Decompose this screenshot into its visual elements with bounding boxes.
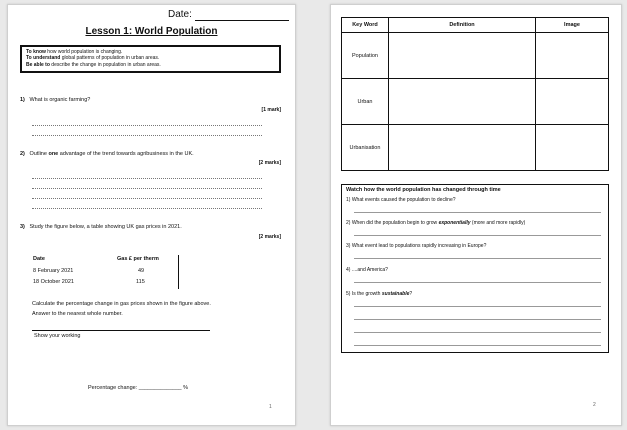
q2-marks: [2 marks] (258, 160, 281, 166)
answer-line[interactable] (32, 188, 262, 189)
video-question-3: 3) What event lead to populations rapidly increasing in Europe? (346, 243, 487, 249)
keyword-population: Population (342, 33, 389, 79)
working-line[interactable] (32, 330, 210, 331)
lesson-title: Lesson 1: World Population (85, 26, 218, 37)
video-questions-box (341, 184, 609, 353)
answer-line[interactable] (32, 208, 262, 209)
definition-cell[interactable] (389, 79, 536, 125)
page-number: 2 (593, 402, 596, 408)
header-image: Image (536, 18, 609, 33)
answer-line[interactable] (354, 212, 601, 213)
show-working-label: Show your working (34, 333, 81, 339)
date-label: Date: (168, 9, 192, 20)
gas-table-date-1: 8 February 2021 (33, 268, 74, 274)
video-question-2: 2) When did the population begin to grow exponentially (more and more rapidly) (346, 220, 526, 226)
calc-instruction: Calculate the percentage change in gas prices shown in the figure above. (32, 301, 211, 307)
answer-line[interactable] (354, 235, 601, 236)
answer-line[interactable] (32, 135, 262, 136)
gas-table-header-price: Gas £ per therm (117, 256, 159, 262)
gas-table-border (178, 255, 179, 289)
worksheet-page-2 (330, 4, 622, 426)
image-cell[interactable] (536, 79, 609, 125)
page-number: 1 (269, 404, 272, 410)
video-question-5: 5) Is the growth sustainable? (346, 291, 413, 297)
header-key-word: Key Word (342, 18, 389, 33)
video-questions-title: Watch how the world population has changed through time (346, 187, 501, 193)
date-line (195, 20, 289, 21)
answer-line[interactable] (354, 258, 601, 259)
percentage-change-answer[interactable]: Percentage change: ______________ % (88, 385, 189, 391)
image-cell[interactable] (536, 125, 609, 171)
video-question-4: 4) ....and America? (346, 267, 388, 273)
definition-cell[interactable] (389, 125, 536, 171)
key-word-table (341, 17, 609, 171)
answer-line[interactable] (354, 319, 601, 320)
keyword-urbanisation: Urbanisation (342, 125, 389, 171)
learning-objectives-box (20, 45, 281, 73)
keyword-urban: Urban (342, 79, 389, 125)
header-definition: Definition (389, 18, 536, 33)
worksheet-page-1 (7, 4, 296, 426)
gas-table-header-date: Date (33, 256, 45, 262)
gas-table-price-1: 49 (138, 268, 145, 274)
answer-line[interactable] (354, 332, 601, 333)
question-2: 2) Outline one advantage of the trend towards agribusiness in the UK. (20, 151, 194, 157)
answer-line[interactable] (32, 198, 262, 199)
image-cell[interactable] (536, 33, 609, 79)
answer-line[interactable] (354, 306, 601, 307)
answer-line[interactable] (32, 178, 262, 179)
definition-cell[interactable] (389, 33, 536, 79)
question-3: 3) Study the figure below, a table showing UK gas prices in 2021. (20, 224, 182, 230)
video-question-1: 1) What events caused the population to decline? (346, 197, 456, 203)
answer-line[interactable] (32, 125, 262, 126)
objective-2: To understand global patterns of population in urban areas. (26, 55, 160, 62)
objective-1: To know how world population is changing. (26, 49, 123, 55)
gas-table-price-2: 115 (136, 279, 145, 285)
gas-table-date-2: 18 October 2021 (33, 279, 74, 285)
q1-marks: [1 mark] (261, 107, 281, 113)
answer-line[interactable] (354, 345, 601, 346)
q3-marks: [2 marks] (258, 234, 281, 240)
question-1: 1) What is organic farming? (20, 97, 91, 103)
answer-line[interactable] (354, 282, 601, 283)
rounding-instruction: Answer to the nearest whole number. (32, 311, 123, 317)
objective-3: Be able to describe the change in population in urban areas. (26, 61, 161, 68)
